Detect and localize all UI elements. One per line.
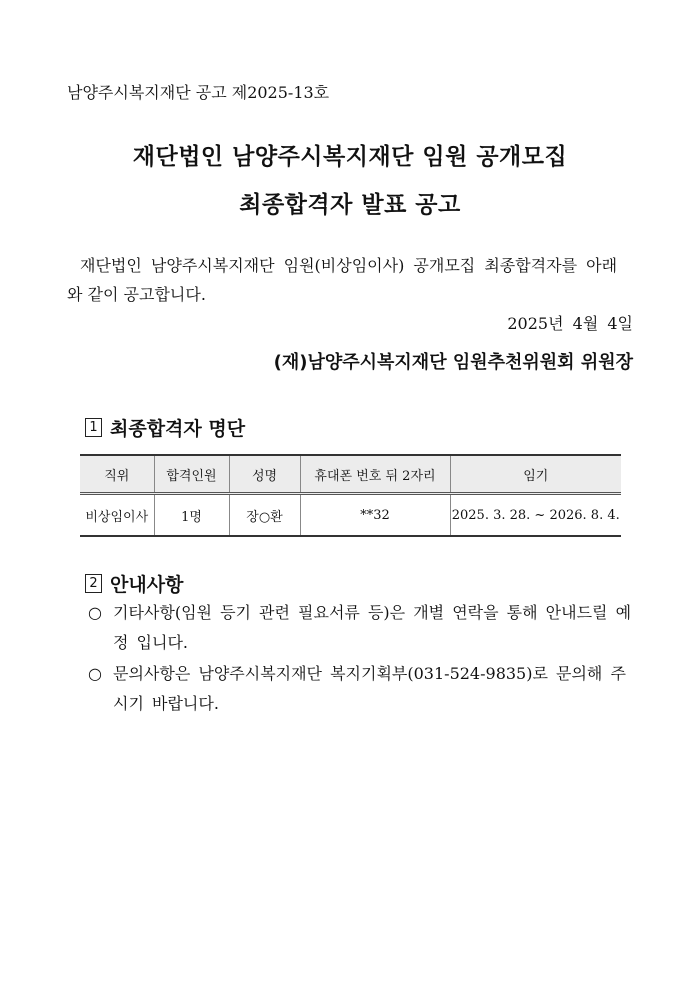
section-number-box: 1 xyxy=(85,418,102,437)
cell-position: 비상임이사 xyxy=(80,494,154,537)
finalist-table xyxy=(80,454,621,537)
intro-text-line2: 와 같이 공고합니다. xyxy=(67,285,206,304)
column-header-phone: 휴대폰 번호 뒤 2자리 xyxy=(300,455,450,494)
signer: (재)남양주시복지재단 임원추천위원회 위원장 xyxy=(273,352,633,373)
section-heading-finalists xyxy=(85,414,245,441)
cell-term: 2025. 3. 28. ~ 2026. 8. 4. xyxy=(450,494,621,537)
page-subtitle: 최종합격자 발표 공고 xyxy=(239,192,461,218)
column-header-name: 성명 xyxy=(229,455,300,494)
section-heading-guidance xyxy=(85,570,183,597)
table-header-row xyxy=(80,455,621,494)
list-item xyxy=(88,598,640,658)
column-header-count: 합격인원 xyxy=(154,455,229,494)
page-title: 재단법인 남양주시복지재단 임원 공개모집 xyxy=(132,144,568,170)
circle-bullet-icon: ○ xyxy=(88,664,102,683)
list-item-text: 문의사항은 남양주시복지재단 복지기획부(031-524-9835)로 문의해 주시기 바랍니다. xyxy=(113,664,626,713)
list-item xyxy=(88,659,640,719)
table-row xyxy=(80,494,621,537)
cell-name: 장○환 xyxy=(229,494,300,537)
column-header-position: 직위 xyxy=(80,455,154,494)
intro-text-line1: 재단법인 남양주시복지재단 임원(비상임이사) 공개모집 최종합격자를 아래 xyxy=(80,256,618,275)
cell-count: 1명 xyxy=(154,494,229,537)
column-header-term: 임기 xyxy=(450,455,621,494)
list-item-text: 기타사항(임원 등기 관련 필요서류 등)은 개별 연락을 통해 안내드릴 예정 입니다. xyxy=(113,603,632,652)
section-title: 최종합격자 명단 xyxy=(110,418,246,440)
cell-phone: **32 xyxy=(300,494,450,537)
notice-number: 남양주시복지재단 공고 제2025-13호 xyxy=(67,83,330,102)
section-number-box: 2 xyxy=(85,574,102,593)
circle-bullet-icon: ○ xyxy=(88,603,102,622)
notice-date: 2025년 4월 4일 xyxy=(507,314,633,333)
section-title: 안내사항 xyxy=(110,574,184,596)
